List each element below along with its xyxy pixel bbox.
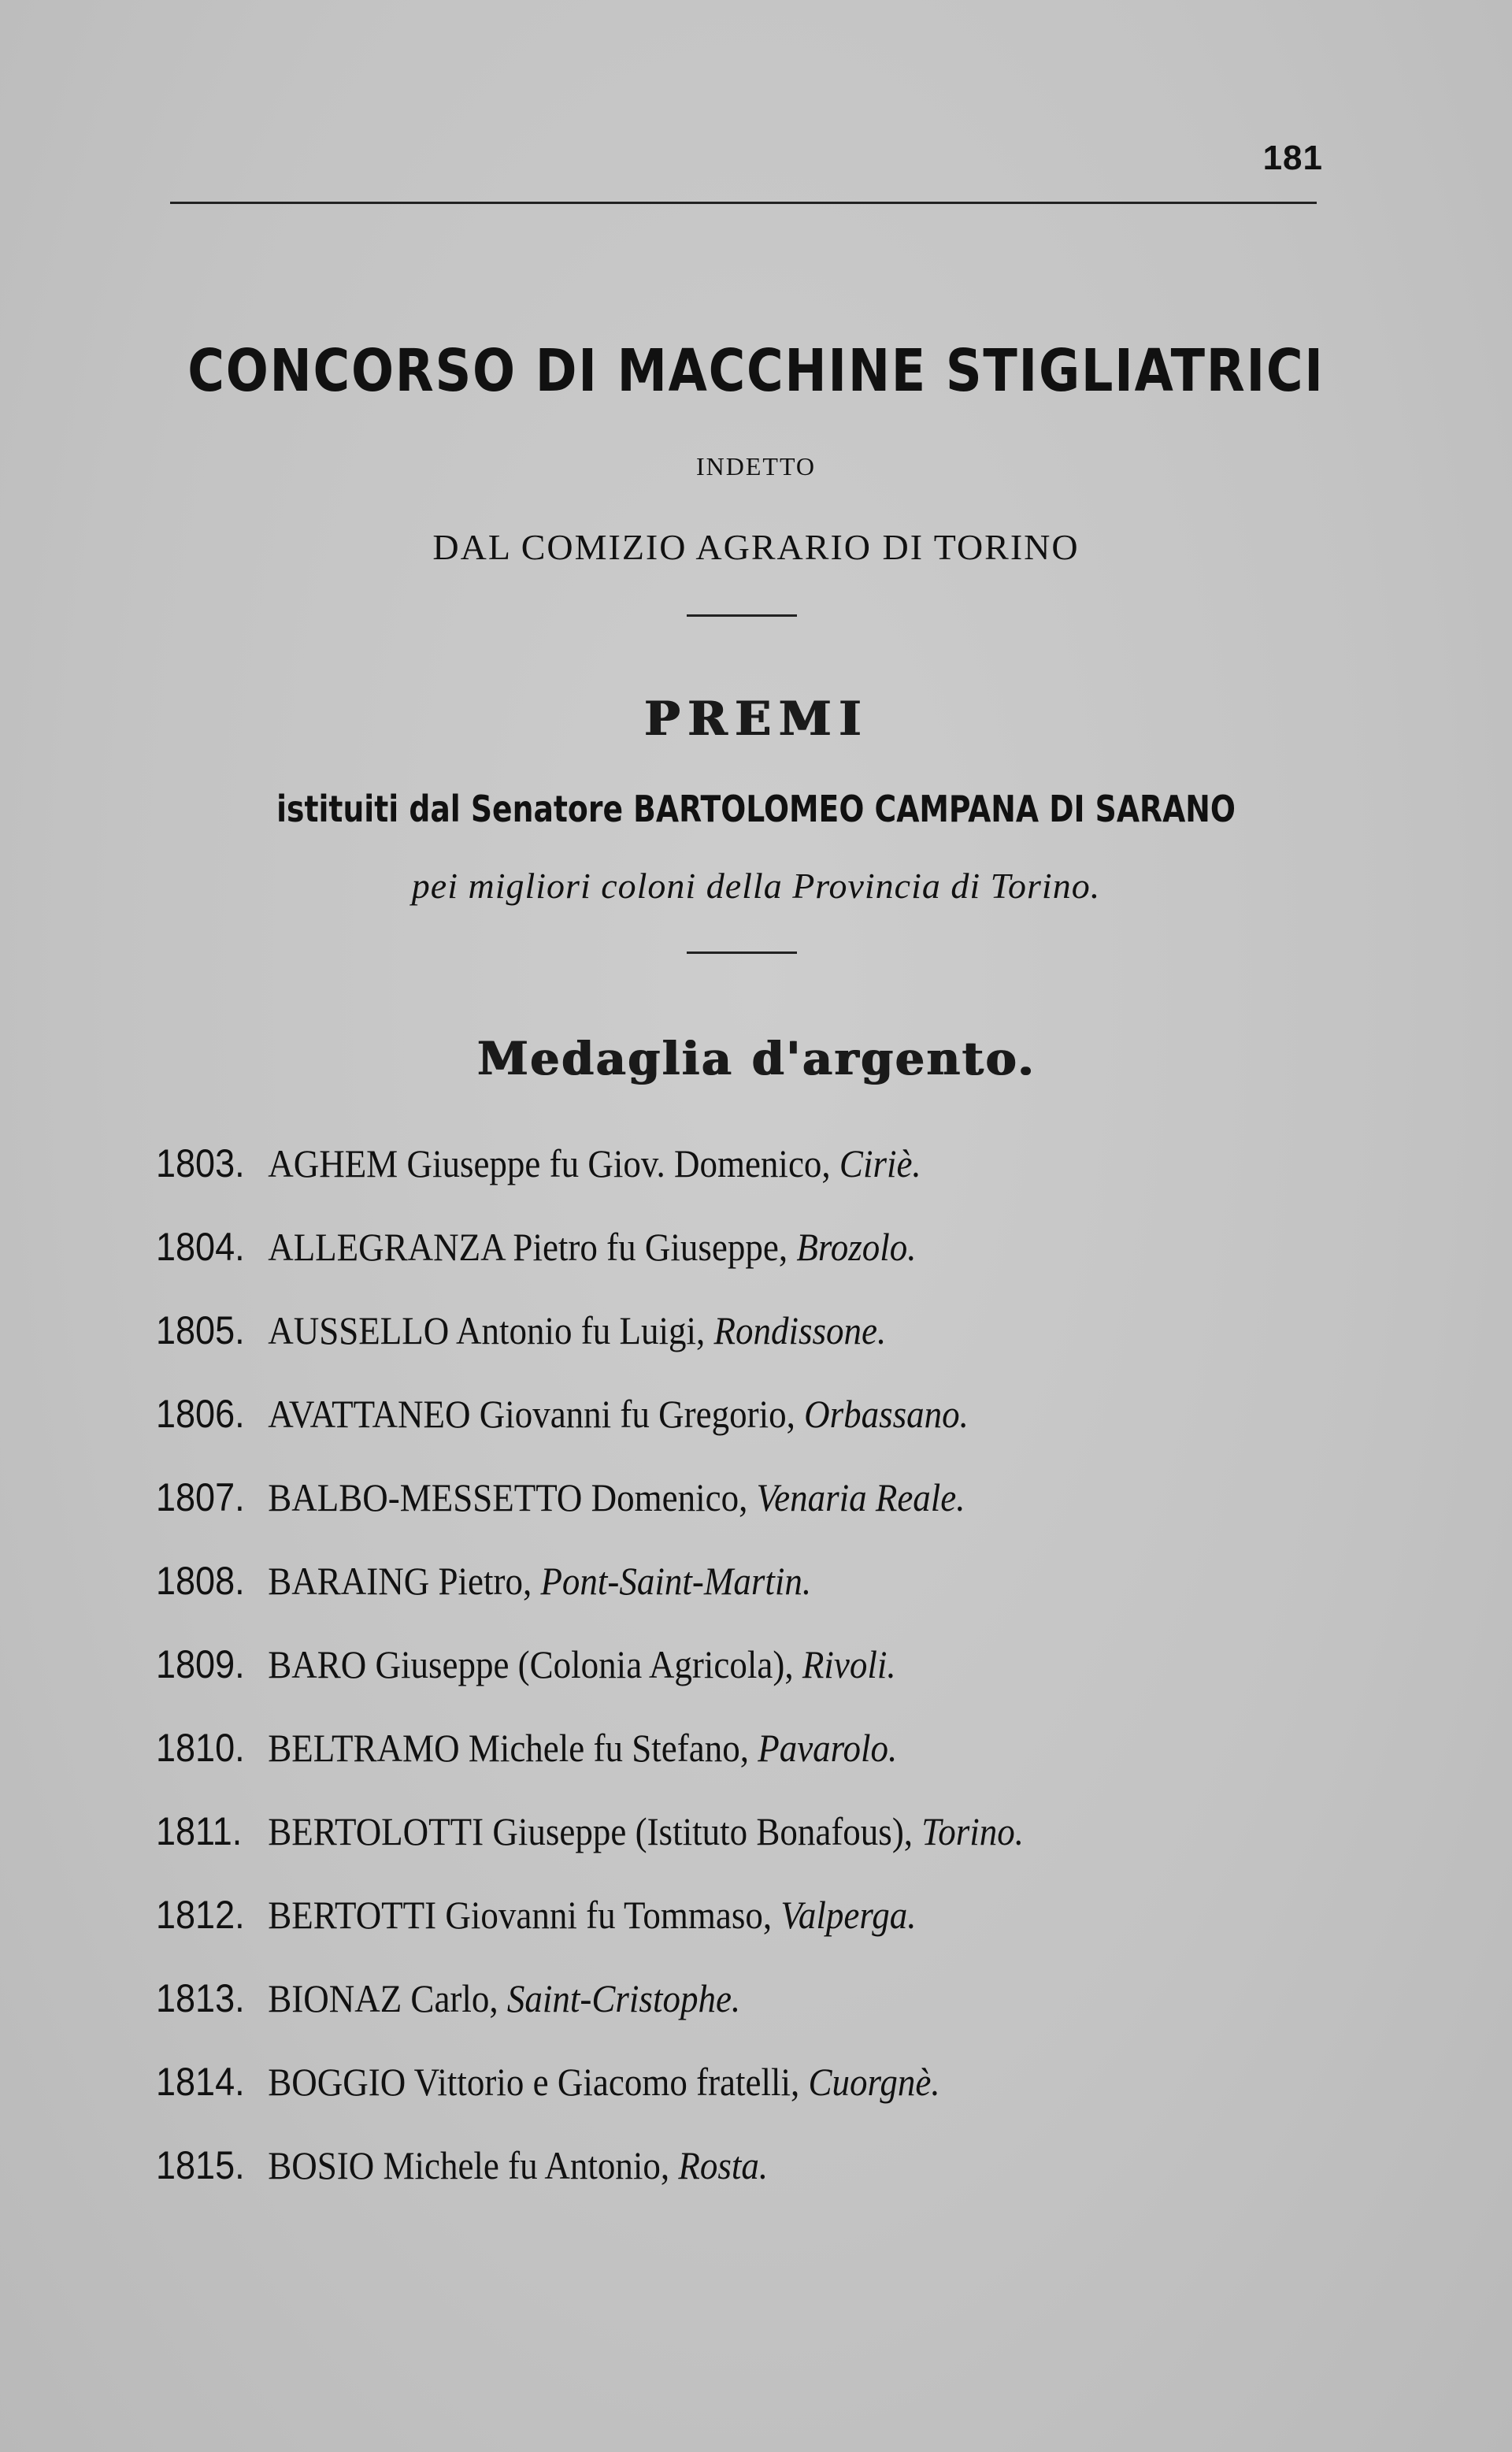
entry-name: BARAING Pietro, [268,1559,541,1603]
list-item [156,1558,1219,1641]
entry-number: 1813. [156,1976,245,2020]
entry-number: 1806. [156,1392,245,1436]
entry-place: Brozolo. [796,1225,917,1269]
entry-place: Pavarolo. [758,1726,898,1770]
beneficiaries-line: pei migliori coloni della Provincia di Torino. [411,866,1101,906]
entry-place: Ciriè. [839,1141,921,1185]
entry-name: BERTOTTI Giovanni fu Tommaso, [268,1893,781,1937]
entry-number: 1809. [156,1642,245,1686]
list-item [156,1391,1219,1475]
entry-number: 1807. [156,1475,245,1519]
entry-place: Torino. [921,1809,1024,1853]
entry-place: Rosta. [678,2143,769,2187]
subtitle: DAL COMIZIO AGRARIO DI TORINO [432,527,1080,567]
list-item [156,1641,1219,1725]
entry-place: Venaria Reale. [756,1475,965,1519]
entry-place: Saint-Cristophe. [506,1976,741,2020]
entry-place: Orbassano. [804,1392,969,1436]
entry-name: AGHEM Giuseppe fu Giov. Domenico, [268,1141,839,1185]
entry-number: 1811. [156,1809,243,1853]
page-title: CONCORSO DI MACCHINE STIGLIATRICI [187,337,1325,405]
list-item [156,1141,1219,1224]
entry-number: 1803. [156,1141,245,1185]
entry-name: BOSIO Michele fu Antonio, [268,2143,679,2187]
entry-name: ALLEGRANZA Pietro fu Giuseppe, [268,1225,797,1269]
award-heading: Medaglia d'argento. [476,1032,1036,1085]
list-item [156,1808,1219,1892]
list-item [156,1308,1219,1391]
entry-name: BIONAZ Carlo, [268,1976,507,2020]
entry-number: 1804. [156,1225,245,1269]
entry-name: AUSSELLO Antonio fu Luigi, [268,1308,714,1352]
list-item [156,1725,1219,1808]
list-item [156,2142,1219,2226]
list-item [156,1892,1219,1975]
entry-name: BELTRAMO Michele fu Stefano, [268,1726,758,1770]
list-item [156,1975,1219,2059]
list-item [156,1475,1219,1558]
entry-place: Rondissone. [713,1308,887,1352]
entry-place: Rivoli. [802,1642,896,1686]
entry-name: BERTOLOTTI Giuseppe (Istituto Bonafous), [268,1809,922,1853]
entry-place: Cuorgnè. [808,2060,940,2104]
entry-list [156,1141,1337,2226]
page-number: 181 [1262,139,1323,177]
entry-name: BARO Giuseppe (Colonia Agricola), [268,1642,802,1686]
entry-number: 1812. [156,1893,245,1937]
entry-number: 1808. [156,1559,245,1603]
entry-number: 1815. [156,2143,245,2187]
entry-name: AVATTANEO Giovanni fu Gregorio, [268,1392,805,1436]
list-item [156,2059,1219,2142]
entry-number: 1814. [156,2060,245,2104]
entry-number: 1805. [156,1308,245,1352]
divider-rule [687,951,797,954]
entry-place: Pont-Saint-Martin. [540,1559,812,1603]
section-heading: PREMI [643,692,869,747]
entry-name: BALBO-MESSETTO Domenico, [268,1475,757,1519]
entry-name: BOGGIO Vittorio e Giacomo fratelli, [268,2060,809,2104]
header-rule [170,202,1317,204]
instituted-by-line: istituiti dal Senatore BARTOLOMEO CAMPANA DI SARANO [276,788,1236,830]
subtitle-small: INDETTO [695,452,817,480]
entry-place: Valperga. [780,1893,917,1937]
list-item [156,1224,1219,1308]
divider-rule [687,614,797,617]
entry-number: 1810. [156,1726,245,1770]
